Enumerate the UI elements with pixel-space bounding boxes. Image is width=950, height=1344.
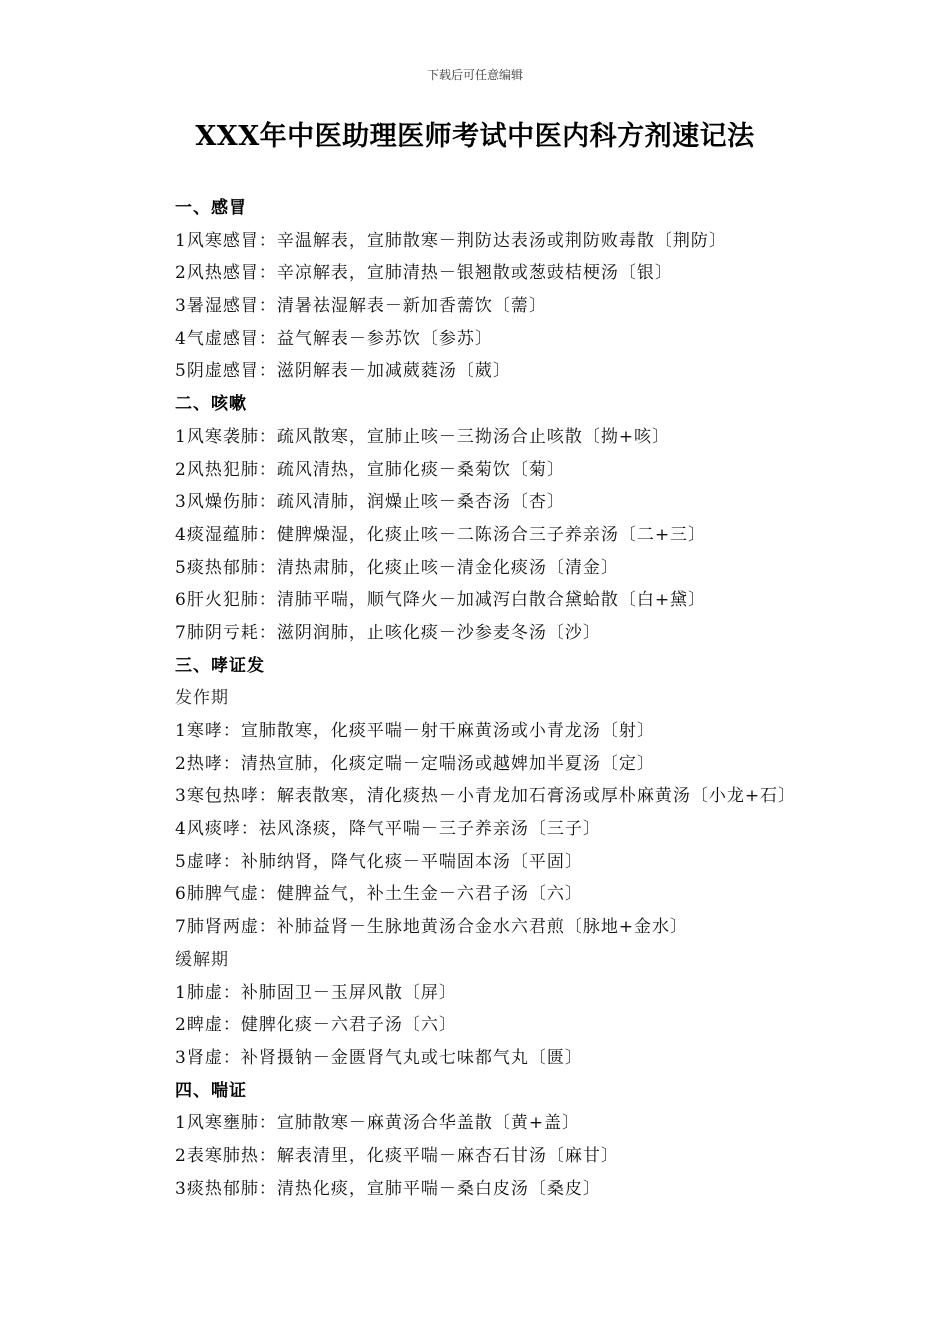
document-title: XXX年中医助理医师考试中医内科方剂速记法 <box>195 121 755 152</box>
formula-line: 1风寒袭肺：疏风散寒，宣肺止咳－三拗汤合止咳散〔拗+咳〕 <box>175 426 671 447</box>
formula-line: 3风燥伤肺：疏风清肺，润燥止咳－桑杏汤〔杏〕 <box>175 492 565 513</box>
formula-line: 1风寒感冒：辛温解表，宣肺散寒－荆防达表汤或荆防败毒散〔荆防〕 <box>175 230 727 251</box>
formula-line: 1肺虚：补肺固卫－玉屏风散〔屏〕 <box>175 982 457 1003</box>
section-heading: 一、感冒 <box>175 198 247 218</box>
formula-line: 3肾虚：补肾摄钠－金匮肾气丸或七味都气丸〔匮〕 <box>175 1047 583 1068</box>
formula-line: 6肺脾气虚：健脾益气，补土生金－六君子汤〔六〕 <box>175 884 583 905</box>
formula-line: 4气虚感冒：益气解表－参苏饮〔参苏〕 <box>175 328 493 349</box>
formula-line: 2热哮：清热宣肺，化痰定喘－定喘汤或越婢加半夏汤〔定〕 <box>175 753 655 774</box>
formula-line: 3痰热郁肺：清热化痰，宣肺平喘－桑白皮汤〔桑皮〕 <box>175 1178 601 1199</box>
formula-line: 2睥虚：健脾化痰－六君子汤〔六〕 <box>175 1015 457 1036</box>
formula-line: 4痰湿蕴肺：健脾燥湿，化痰止咳－二陈汤合三子养亲汤〔二+三〕 <box>175 524 707 545</box>
formula-line: 2表寒肺热：解表清里，化痰平喘－麻杏石甘汤〔麻甘〕 <box>175 1145 619 1166</box>
section-heading: 二、咳嗽 <box>175 394 247 415</box>
formula-line: 3暑湿感冒：清暑祛湿解表－新加香薷饮〔薷〕 <box>175 296 547 317</box>
formula-line: 5虚哮：补肺纳肾，降气化痰－平喘固本汤〔平固〕 <box>175 851 583 872</box>
header-note: 下载后可任意编辑 <box>426 68 523 82</box>
subsection-label: 缓解期 <box>175 949 229 970</box>
formula-line: 2风热感冒：辛凉解表，宣肺清热－银翘散或葱豉桔梗汤〔银〕 <box>175 263 673 284</box>
formula-line: 6肝火犯肺：清肺平喘，顺气降火－加减泻白散合黛蛤散〔白+黛〕 <box>175 590 707 611</box>
section-heading: 四、喘证 <box>175 1080 247 1101</box>
document-body <box>175 192 915 1205</box>
formula-line: 3寒包热哮：解表散寒，清化痰热－小青龙加石膏汤或厚朴麻黄汤〔小龙+石〕 <box>175 786 797 807</box>
formula-line: 4风痰哮：祛风涤痰，降气平喘－三子养亲汤〔三子〕 <box>175 819 601 840</box>
formula-line: 5痰热郁肺：清热肃肺，化痰止咳－清金化痰汤〔清金〕 <box>175 557 619 578</box>
section-heading: 三、哮证发 <box>175 655 265 676</box>
formula-line: 7肺肾两虚：补肺益肾－生脉地黄汤合金水六君煎〔脉地+金水〕 <box>175 917 689 938</box>
formula-line: 2风热犯肺：疏风清热，宣肺化痰－桑菊饮〔菊〕 <box>175 459 565 480</box>
formula-line: 7肺阴亏耗：滋阴润肺，止咳化痰－沙参麦冬汤〔沙〕 <box>175 622 601 643</box>
formula-line: 5阴虚感冒：滋阴解表－加减葳蕤汤〔葳〕 <box>175 361 511 382</box>
formula-line: 1风寒壅肺：宣肺散寒－麻黄汤合华盖散〔黄+盖〕 <box>175 1113 581 1134</box>
subsection-label: 发作期 <box>175 688 229 709</box>
formula-line: 1寒哮：宣肺散寒，化痰平喘－射干麻黄汤或小青龙汤〔射〕 <box>175 721 655 741</box>
